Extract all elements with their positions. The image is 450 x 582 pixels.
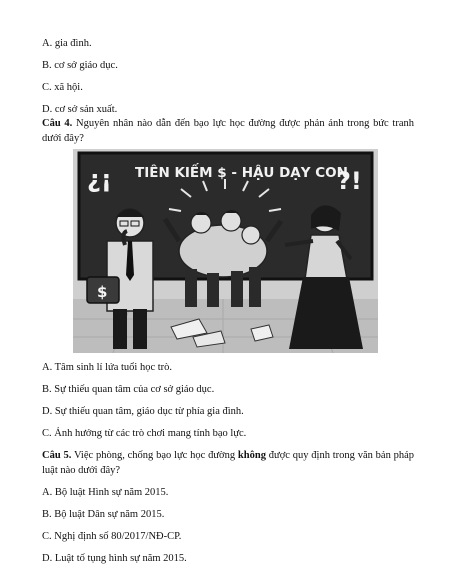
q5-option-d: D. Luật tố tụng hình sự năm 2015. (42, 553, 187, 564)
q5-text-pre: Việc phòng, chống bạo lực học đường (73, 450, 236, 461)
right-exclamation-mark: ?! (337, 167, 362, 195)
q4-question-line1 (42, 117, 414, 131)
money-briefcase (87, 277, 119, 303)
q5-option-c: C. Nghị định số 80/2017/NĐ-CP. (42, 531, 182, 542)
q5-label: Câu 5. (42, 450, 72, 461)
q4-question-line2: dưới đây? (42, 133, 84, 144)
q5-question-line2: luật nào dưới đây? (42, 465, 121, 476)
q3-option-a: A. gia đình. (42, 38, 92, 49)
q5-text-post: được quy định trong văn bản pháp (268, 450, 415, 461)
q4-option-c: C. Ảnh hưởng từ các trò chơi mang tính bạo lực. (42, 428, 247, 439)
q4-label: Câu 4. (42, 118, 73, 129)
q4-option-a: A. Tâm sinh lí lứa tuổi học trò. (42, 362, 173, 373)
q3-option-d: D. cơ sở sản xuất. (42, 104, 118, 115)
dollar-symbol: $ (97, 283, 108, 301)
q4-option-d: D. Sự thiếu quan tâm, giáo dục từ phía gia đình. (42, 406, 244, 417)
q4-text-line1: Nguyên nhân nào dẫn đến bạo lực học đường được phản ánh trong bức tranh (76, 118, 414, 129)
q5-question-line1 (42, 449, 414, 463)
q4-cartoon-image (73, 149, 378, 353)
q5-option-b: B. Bộ luật Dân sự năm 2015. (42, 509, 165, 520)
blackboard-banner: TIÊN KIẾM $ - HẬU DẠY CON (135, 165, 348, 181)
q5-option-a: A. Bộ luật Hình sự năm 2015. (42, 487, 169, 498)
q3-option-c: C. xã hội. (42, 82, 83, 93)
q5-text-bold: không (237, 450, 266, 461)
q3-option-b: B. cơ sở giáo dục. (42, 60, 118, 71)
q4-option-b: B. Sự thiếu quan tâm của cơ sở giáo dục. (42, 384, 215, 395)
left-exclamation-mark: ¿¡ (87, 165, 112, 193)
